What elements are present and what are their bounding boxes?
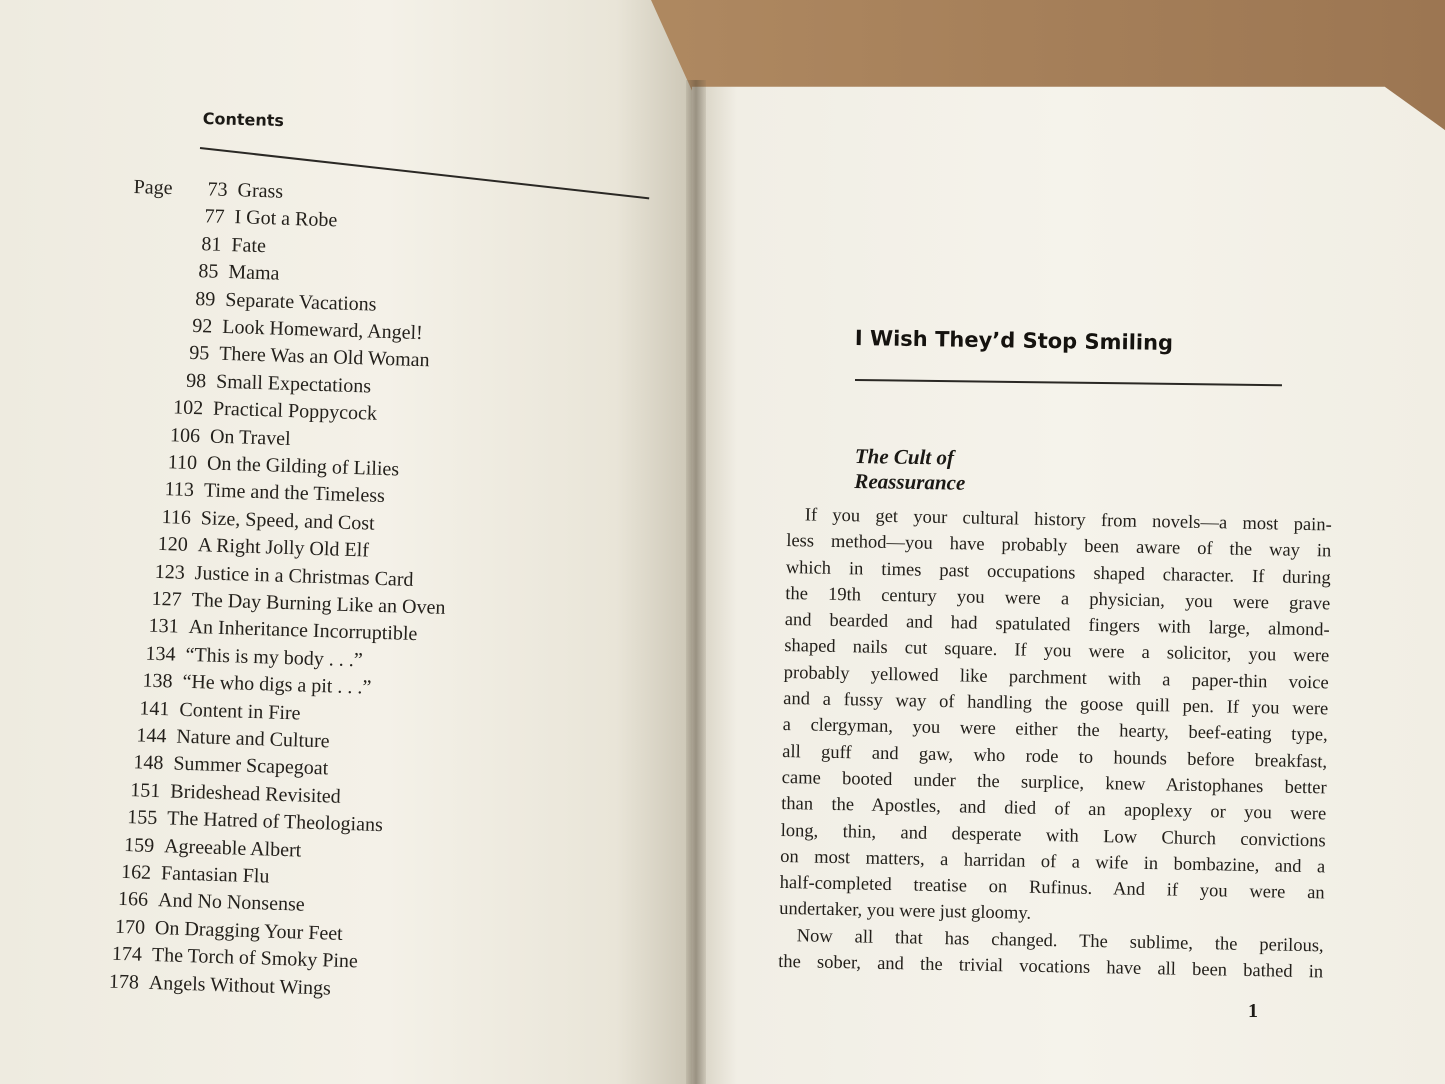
body-line: and bearded and had spatulated fingers with large, almond- — [784, 610, 1330, 641]
page-number: 1 — [1248, 1000, 1258, 1022]
toc-page-number: 162 — [120, 860, 152, 884]
contents-heading: Contents — [202, 109, 285, 131]
toc-page-number: 174 — [111, 942, 143, 966]
toc-page-number: 134 — [145, 642, 176, 666]
toc-page-number: 141 — [139, 697, 170, 720]
toc-title: Size, Speed, and Cost — [200, 507, 376, 535]
toc-entry — [179, 177, 283, 206]
toc-title: Mama — [228, 261, 280, 285]
toc-page-number: 95 — [188, 342, 210, 365]
body-line: half-completed treatise on Rufinus. And if you were an — [779, 873, 1325, 904]
body-line: If you get your cultural history from novels—a most pain- — [804, 505, 1332, 536]
toc-title: On Travel — [209, 425, 291, 450]
toc-page-number: 131 — [148, 615, 179, 639]
toc-page-number: 77 — [204, 205, 225, 229]
toc-title: “This is my body . . .” — [185, 643, 364, 672]
toc-page-number: 102 — [172, 396, 204, 420]
toc-title: I Got a Robe — [234, 206, 338, 232]
toc-title: Angels Without Wings — [148, 971, 332, 1000]
toc-page-number: 113 — [164, 478, 195, 502]
toc-title: On the Gilding of Lilies — [206, 452, 400, 481]
body-text — [778, 505, 1332, 989]
toc-title: On Dragging Your Feet — [154, 916, 344, 945]
toc-title: Time and the Timeless — [203, 479, 386, 508]
section-title-line-2: Reassurance — [854, 468, 966, 495]
toc-page-number: 92 — [191, 314, 213, 338]
toc-title: And No Nonsense — [157, 889, 305, 917]
page-label: Page — [133, 176, 173, 200]
chapter-title: I Wish They’d Stop Smiling — [854, 326, 1174, 355]
toc-title: Small Expectations — [215, 370, 372, 398]
body-line: shaped nails cut square. If you were a solicitor, you were — [784, 636, 1330, 667]
body-line: the 19th century you were a physician, you were grave — [785, 583, 1331, 615]
toc-page-number: 138 — [142, 669, 173, 693]
toc-title: “He who digs a pit . . .” — [182, 670, 372, 699]
body-line: probably yellowed like parchment with a paper-thin voice — [783, 662, 1329, 694]
toc-entry — [152, 423, 291, 453]
toc-title: A Right Jolly Old Elf — [197, 534, 370, 562]
toc-page-number: 159 — [123, 833, 155, 857]
body-line: less method—you have probably been aware of the way in — [786, 531, 1332, 562]
toc-title: Brideshead Revisited — [169, 780, 342, 808]
toc-title: Nature and Culture — [176, 725, 330, 753]
toc-entry — [170, 259, 280, 288]
toc-page-number: 110 — [167, 451, 198, 475]
book-gutter — [686, 80, 706, 1084]
toc-title: Separate Vacations — [225, 288, 377, 316]
toc-entry — [173, 232, 266, 261]
body-line: undertaker, you were just gloomy. — [779, 899, 1032, 925]
toc-title: The Day Burning Like an Oven — [191, 589, 446, 619]
body-line: the sober, and the trivial vocations have all been bathed in — [778, 951, 1324, 983]
toc-page-number: 98 — [185, 369, 207, 393]
toc-title: Fantasian Flu — [160, 862, 270, 888]
toc-page-number: 106 — [169, 423, 201, 447]
toc-entry — [103, 860, 270, 891]
toc-entry — [176, 205, 338, 236]
toc-page-number: 81 — [201, 232, 222, 256]
toc-page-number: 144 — [136, 724, 167, 748]
toc-title: Agreeable Albert — [163, 834, 302, 862]
body-line: than the Apostles, and died of an apoplexy or you were — [781, 794, 1327, 825]
toc-title: Summer Scapegoat — [173, 752, 329, 780]
section-title-line-1: The Cult of — [854, 444, 955, 470]
toc-page-number: 151 — [129, 778, 161, 802]
toc-page-number: 155 — [126, 806, 158, 830]
toc-title: Fate — [231, 233, 267, 257]
body-line: came booted under the surplice, knew Aristophanes better — [781, 767, 1327, 799]
toc-title: Look Homeward, Angel! — [221, 315, 424, 345]
toc-title: Justice in a Christmas Card — [194, 561, 414, 591]
toc-title: Practical Poppycock — [212, 397, 378, 425]
body-line: Now all that has changed. The sublime, the perilous, — [796, 926, 1324, 957]
body-line: all guff and gaw, who rode to hounds before breakfast, — [782, 741, 1328, 773]
toc-page-number: 116 — [161, 505, 192, 529]
body-line: on most matters, a harridan of a wife in bombazine, and a — [780, 846, 1326, 878]
toc-page-number: 127 — [151, 587, 183, 611]
toc-page-number: 120 — [157, 533, 189, 557]
toc-page-number: 123 — [154, 560, 186, 584]
toc-page-number: 166 — [117, 888, 149, 912]
toc-page-number: 85 — [198, 260, 219, 283]
toc-entry — [121, 696, 301, 728]
toc-page-number: 73 — [207, 178, 228, 201]
toc-page-number: 148 — [133, 751, 164, 775]
body-line: which in times past occupations shaped character. If during — [785, 557, 1331, 589]
toc-page-number: 89 — [195, 287, 216, 311]
toc-title: The Torch of Smoky Pine — [151, 944, 359, 973]
toc-title: Content in Fire — [179, 698, 301, 725]
toc-title: Grass — [237, 179, 284, 203]
body-line: a clergyman, you were either the hearty, beef-eating type, — [782, 715, 1328, 746]
toc-page-number: 170 — [114, 915, 146, 939]
body-line: long, thin, and desperate with Low Church convictions — [780, 820, 1326, 851]
section-title — [854, 444, 966, 496]
toc-page-number: 178 — [108, 970, 140, 994]
toc-title: The Hatred of Theologians — [166, 807, 384, 837]
body-line: and a fussy way of handling the goose quill pen. If you were — [783, 689, 1329, 720]
toc-title: An Inheritance Incorruptible — [188, 616, 418, 646]
toc-title: There Was an Old Woman — [218, 343, 430, 372]
